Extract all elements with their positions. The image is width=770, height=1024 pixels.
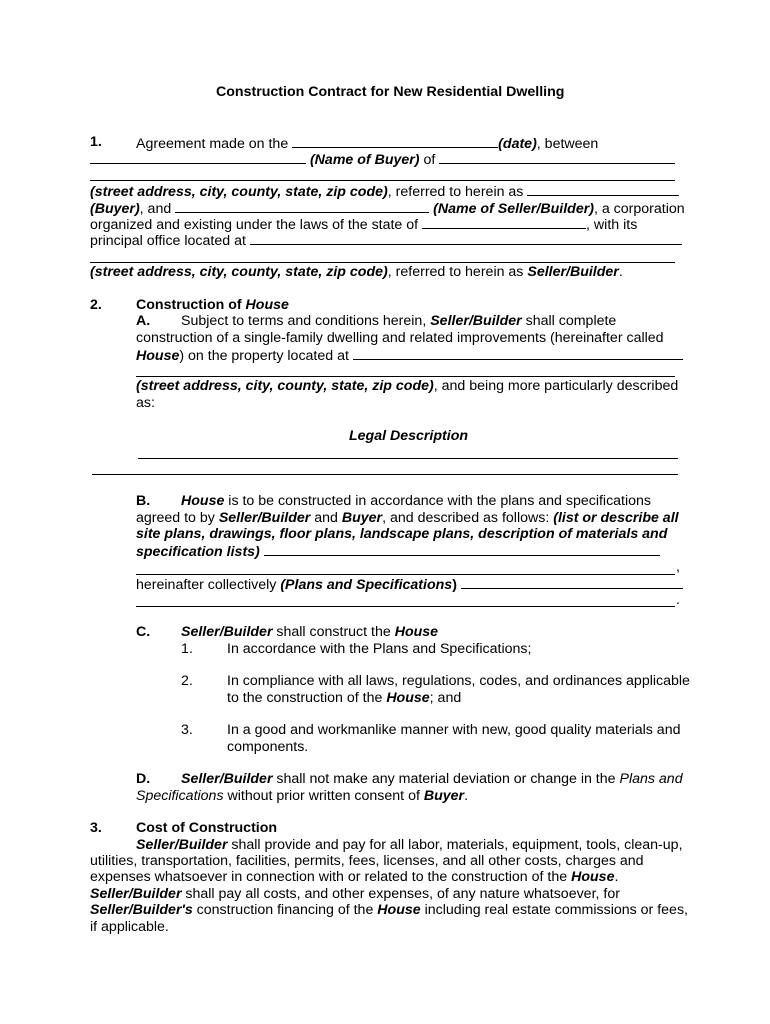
section-1-line-9 [90, 264, 623, 281]
c-text-1: shall construct the [272, 624, 395, 640]
referred-text: , referred to herein as [387, 184, 528, 200]
buyer-name-blank[interactable] [90, 150, 306, 164]
principal-office-text: principal office located at [90, 233, 250, 249]
section-3-line-1 [136, 837, 683, 854]
subsection-b-line-1 [181, 493, 651, 510]
section-1-line-1 [90, 134, 102, 151]
buyer-label: (Buyer) [90, 201, 140, 217]
a-seller-builder: Seller/Builder [430, 313, 522, 329]
legal-description-heading: Legal Description [349, 428, 469, 444]
buyer-name-label: (Name of Buyer) [309, 152, 420, 168]
d-plans: Plans and [619, 771, 683, 787]
s3-text-5b: including real estate commissions or fees, [420, 902, 688, 918]
state-blank[interactable] [422, 215, 586, 229]
s3-text-1: shall provide and pay for all labor, materials, equipment, tools, clean-up, [227, 837, 683, 853]
section-1-number: 1. [90, 134, 102, 150]
b-buyer: Buyer [341, 510, 383, 526]
section-3-number: 3. [90, 820, 102, 836]
c-item-2-b: ; and [429, 690, 462, 706]
a-text-3: ) on the property located at [179, 348, 353, 364]
subsection-b-line-3: site plans, drawings, floor plans, landscape plans, description of materials and [136, 526, 668, 542]
s3-text-5: construction financing of the [192, 902, 378, 918]
d-text-1: shall not make any material deviation or change in the [272, 771, 620, 787]
subsection-b-line-2 [136, 510, 679, 527]
c-item-2-number: 2. [181, 673, 193, 689]
section-3-line-5 [90, 902, 688, 919]
b-hereinafter: hereinafter collectively [136, 577, 281, 593]
subsection-a-as: as: [136, 395, 155, 411]
b-list-1: (list or describe all [553, 510, 679, 526]
section-1-line-7 [90, 231, 682, 250]
street-address-label: (street address, city, county, state, zip code) [90, 184, 388, 200]
section-1-line-2 [90, 150, 675, 169]
seller-builder-label: Seller/Builder [527, 264, 619, 280]
subsection-a-line-5 [136, 378, 678, 395]
subsection-b-line-4 [136, 542, 660, 561]
section-2-heading-text: Construction of [136, 297, 246, 313]
subsection-c-label: C. [136, 624, 151, 640]
organized-text: organized and existing under the laws of the state of [90, 217, 423, 233]
c-item-3-number: 3. [181, 722, 193, 738]
s3-period: . [614, 869, 619, 885]
plans-comma: , [676, 559, 680, 575]
buyer-address-line[interactable] [90, 180, 675, 181]
b-house: House [181, 493, 225, 509]
section-3-line-4 [90, 886, 620, 903]
subsection-d-line-1 [181, 771, 683, 788]
b-seller-builder: Seller/Builder [218, 510, 311, 526]
section-2-house: House [245, 297, 289, 313]
date-blank[interactable] [292, 134, 498, 148]
b-list-3: specification lists) [136, 544, 260, 560]
legal-description-line-1[interactable] [138, 458, 678, 459]
c-item-2-house: House [386, 690, 430, 706]
subsection-b-line-6 [136, 575, 683, 594]
period: . [618, 264, 623, 280]
c-seller-builder: Seller/Builder [181, 624, 273, 640]
s3-text-4: shall pay all costs, and other expenses, of any nature whatsoever, for [181, 886, 620, 902]
with-its-text: , with its [586, 217, 638, 233]
s3-house-2: House [377, 902, 421, 918]
c-item-2-text-2 [227, 690, 461, 707]
c-house: House [394, 624, 439, 640]
subsection-a-line-2: construction of a single-family dwelling and related improvements (hereinafter called [136, 330, 664, 346]
section-3-line-6: if applicable. [90, 919, 169, 935]
b-text-3: , and described as follows: [382, 510, 554, 526]
seller-name-blank[interactable] [175, 199, 429, 213]
between-text: , between [536, 136, 599, 152]
s3-seller-builder: Seller/Builder [136, 837, 228, 853]
buyer-ref-blank[interactable] [527, 182, 679, 196]
plans-period: . [676, 592, 680, 608]
section-3-line-2: utilities, transportation, facilities, permits, fees, licenses, and all other costs, charges and [90, 853, 644, 869]
section-2-number: 2. [90, 297, 102, 313]
property-address-line[interactable] [136, 376, 675, 377]
corporation-text: , a corporation [593, 201, 685, 217]
plans-blank-1[interactable] [264, 542, 660, 556]
seller-address-line[interactable] [90, 262, 675, 263]
c-item-3-text: In a good and workmanlike manner with new, good quality materials and [227, 722, 681, 738]
subsection-d-label: D. [136, 771, 151, 787]
a-text-1: Subject to terms and conditions herein, [181, 313, 431, 329]
date-label: (date) [498, 136, 537, 152]
s3-seller-builder-2: Seller/Builder [90, 886, 182, 902]
a-text-4: , and being more particularly described [433, 378, 679, 394]
b-text-1: is to be constructed in accordance with the plans and specifications [224, 493, 652, 509]
b-plans-specs: (Plans and Specifications [280, 577, 453, 593]
and-text: , and [139, 201, 176, 217]
plans-line-4[interactable] [136, 606, 675, 607]
principal-office-blank[interactable] [250, 231, 682, 245]
b-and: and [310, 510, 342, 526]
s3-seller-builders: Seller/Builder's [90, 902, 193, 918]
d-text-2: without prior written consent of [223, 788, 424, 804]
b-close-paren: ) [452, 577, 457, 593]
section-3-line-3 [90, 869, 618, 886]
section-3-heading: Cost of Construction [136, 820, 278, 836]
plans-blank-3[interactable] [461, 575, 683, 589]
b-text-2: agreed to by [136, 510, 219, 526]
document-title: Construction Contract for New Residential Dwelling [216, 84, 565, 100]
subsection-a-line-3 [136, 346, 683, 365]
subsection-a-label: A. [136, 313, 151, 329]
d-specs: Specifications [136, 788, 224, 804]
a-text-2: shall complete [521, 313, 617, 329]
subsection-c-line-1 [181, 624, 438, 641]
c-item-2-a: to the construction of the [227, 690, 387, 706]
seller-name-label: (Name of Seller/Builder) [433, 201, 594, 217]
buyer-address-blank[interactable] [439, 150, 675, 164]
s3-house: House [571, 869, 615, 885]
d-seller-builder: Seller/Builder [181, 771, 273, 787]
legal-description-line-2[interactable] [92, 474, 678, 475]
c-item-3-text-2: components. [227, 739, 309, 755]
subsection-a-line-1 [181, 313, 616, 330]
street-address-label-2: (street address, city, county, state, zip code) [90, 264, 388, 280]
a-house: House [136, 348, 180, 364]
c-item-1-number: 1. [181, 641, 193, 657]
subsection-d-line-2 [136, 788, 468, 805]
c-item-2-text: In compliance with all laws, regulations, codes, and ordinances applicable [227, 673, 690, 689]
d-period: . [464, 788, 469, 804]
subsection-b-label: B. [136, 493, 151, 509]
referred-text-2: , referred to herein as [387, 264, 528, 280]
section-2-heading [136, 297, 289, 314]
s3-text-3: expenses whatsoever in connection with or related to the construction of the [90, 869, 572, 885]
a-street-address-label: (street address, city, county, state, zip code) [136, 378, 434, 394]
of-text: of [419, 152, 440, 168]
d-buyer: Buyer [423, 788, 465, 804]
property-blank[interactable] [353, 346, 683, 360]
agreement-text: Agreement made on the [136, 136, 293, 152]
c-item-1-text: In accordance with the Plans and Specifications; [227, 641, 532, 657]
